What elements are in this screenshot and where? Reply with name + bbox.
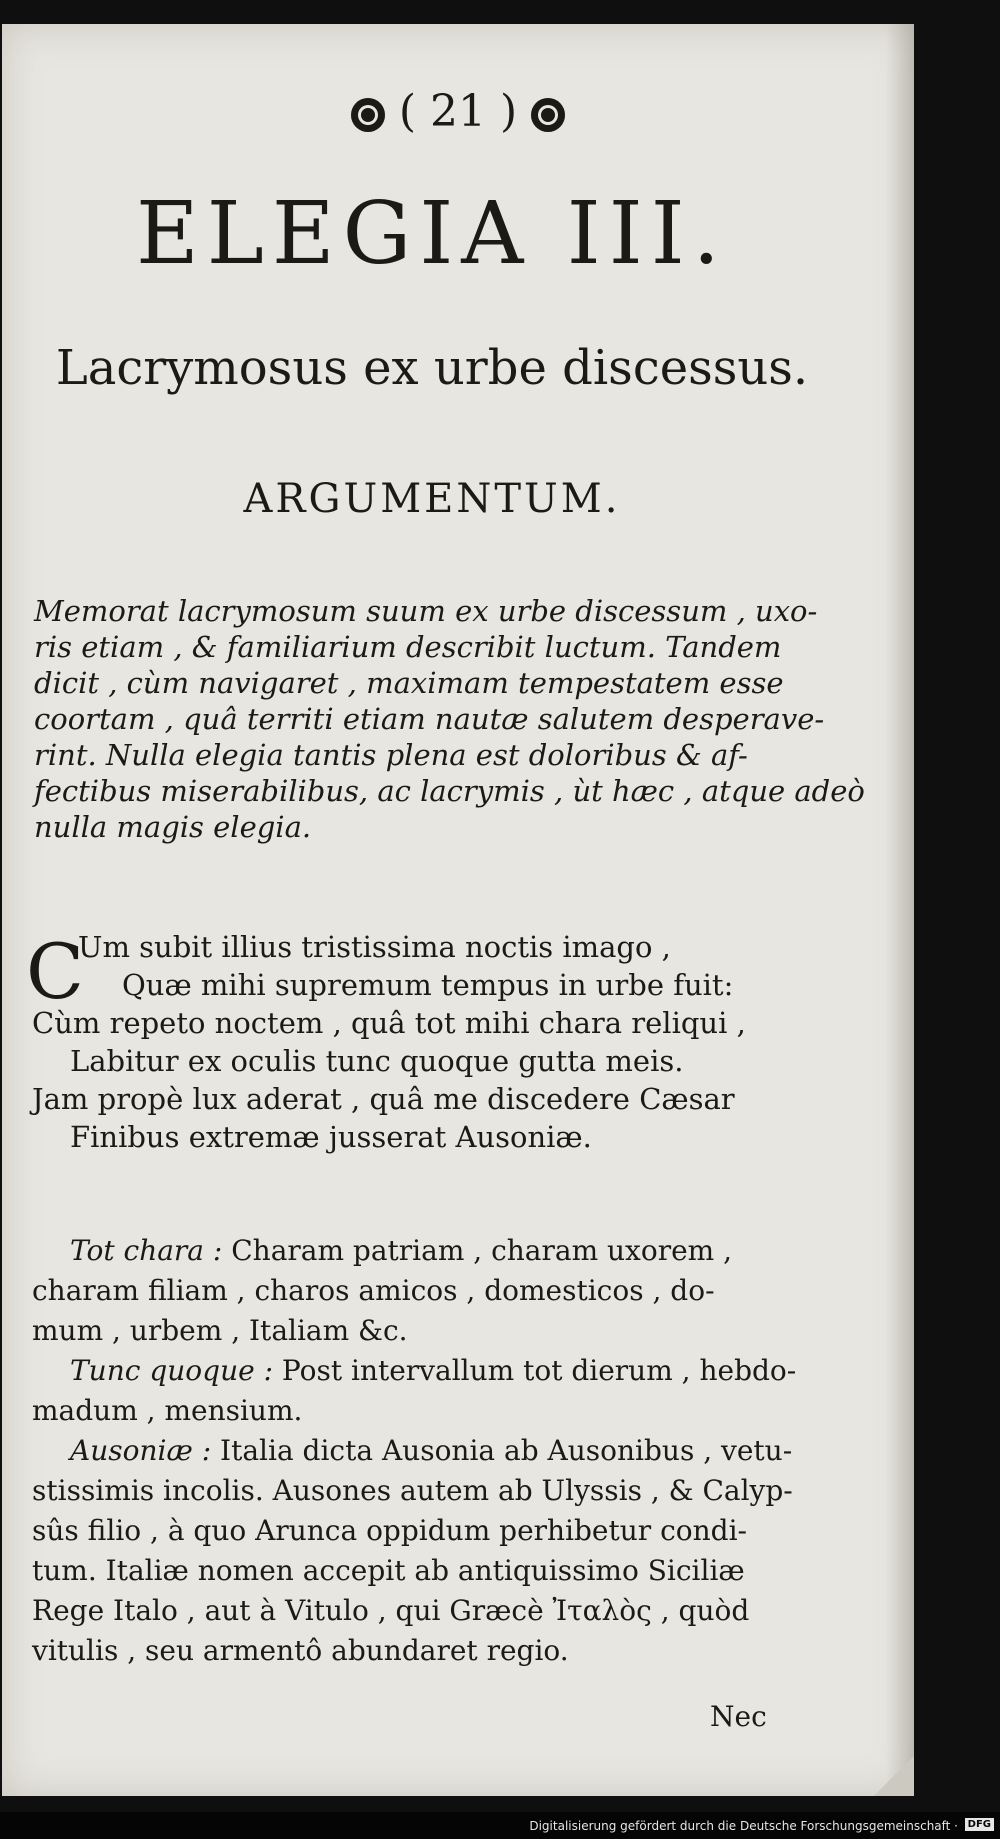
note-text: tum. Italiæ nomen accepit ab antiquissimo Siciliæ (32, 1554, 745, 1587)
page-edge-shadow (886, 24, 914, 1796)
footer-credit: Digitalisierung gefördert durch die Deutsche Forschungsgemeinschaft · (529, 1819, 958, 1833)
verse-line: Finibus extremæ jusserat Ausoniæ. (70, 1120, 592, 1154)
elegy-title: ELEGIA III. (135, 184, 729, 284)
note-line (70, 1234, 732, 1267)
book-page (2, 24, 914, 1796)
verse-line: Um subit illius tristissima noctis imago , (78, 930, 671, 964)
elegy-subtitle: Lacrymosus ex urbe discessus. (55, 340, 809, 396)
verse-line: Labitur ex oculis tunc quoque gutta meis. (70, 1044, 684, 1078)
page-number (2, 86, 914, 137)
argument-line: nulla magis elegia. (34, 810, 312, 844)
argument-line: coortam , quâ territi etiam nautæ salutem desperave- (34, 702, 825, 736)
note-line (32, 1514, 747, 1547)
note-text: mum , urbem , Italiam &c. (32, 1314, 408, 1347)
note-line (70, 1354, 796, 1387)
note-text: madum , mensium. (32, 1394, 303, 1427)
catchword: Nec (710, 1700, 767, 1733)
argument-heading: ARGUMENTUM. (243, 476, 621, 522)
note-line (32, 1314, 408, 1347)
ornament-right-icon (531, 98, 565, 132)
argument-line: fectibus miserabilibus, ac lacrymis , ùt hæc , atque adeò (34, 774, 865, 808)
argument-line: Memorat lacrymosum suum ex urbe discessum , uxo- (34, 594, 818, 628)
note-line (32, 1594, 749, 1627)
note-text: Italia dicta Ausonia ab Ausonibus , vetu- (211, 1434, 793, 1467)
note-text: Charam patriam , charam uxorem , (222, 1234, 733, 1267)
note-term: Tot chara : (70, 1234, 223, 1267)
note-line (32, 1634, 569, 1667)
note-text: Post intervallum tot dierum , hebdo- (273, 1354, 797, 1387)
note-term: Tunc quoque : (70, 1354, 273, 1387)
digitization-footer (0, 1812, 1000, 1839)
note-line (32, 1394, 302, 1427)
note-line (32, 1554, 745, 1587)
verse-line: Quæ mihi supremum tempus in urbe fuit: (122, 968, 734, 1002)
page-corner-fold (874, 1756, 914, 1796)
note-text: charam filiam , charos amicos , domesticos , do- (32, 1274, 715, 1307)
note-line (32, 1274, 715, 1307)
note-line (32, 1474, 793, 1507)
verse-line: Cùm repeto noctem , quâ tot mihi chara reliqui , (32, 1006, 746, 1040)
note-text: vitulis , seu armentô abundaret regio. (32, 1634, 569, 1667)
note-text: sûs filio , à quo Arunca oppidum perhibetur condi- (32, 1514, 747, 1547)
note-term: Ausoniæ : (70, 1434, 212, 1467)
dfg-logo: DFG (965, 1818, 994, 1831)
note-line (70, 1434, 792, 1467)
argument-line: dicit , cùm navigaret , maximam tempestatem esse (34, 666, 784, 700)
drop-cap: C (26, 927, 85, 1016)
argument-line: ris etiam , & familiarium describit luctum. Tandem (34, 630, 782, 664)
note-text: Rege Italo , aut à Vitulo , qui Græcè Ἰταλὸς , quòd (32, 1594, 750, 1627)
page-number-label: ( 21 ) (398, 86, 518, 137)
argument-line: rint. Nulla elegia tantis plena est doloribus & af- (34, 738, 748, 772)
note-text: stissimis incolis. Ausones autem ab Ulyssis , & Calyp- (32, 1474, 793, 1507)
ornament-left-icon (351, 98, 385, 132)
verse-line: Jam propè lux aderat , quâ me discedere Cæsar (32, 1082, 735, 1116)
